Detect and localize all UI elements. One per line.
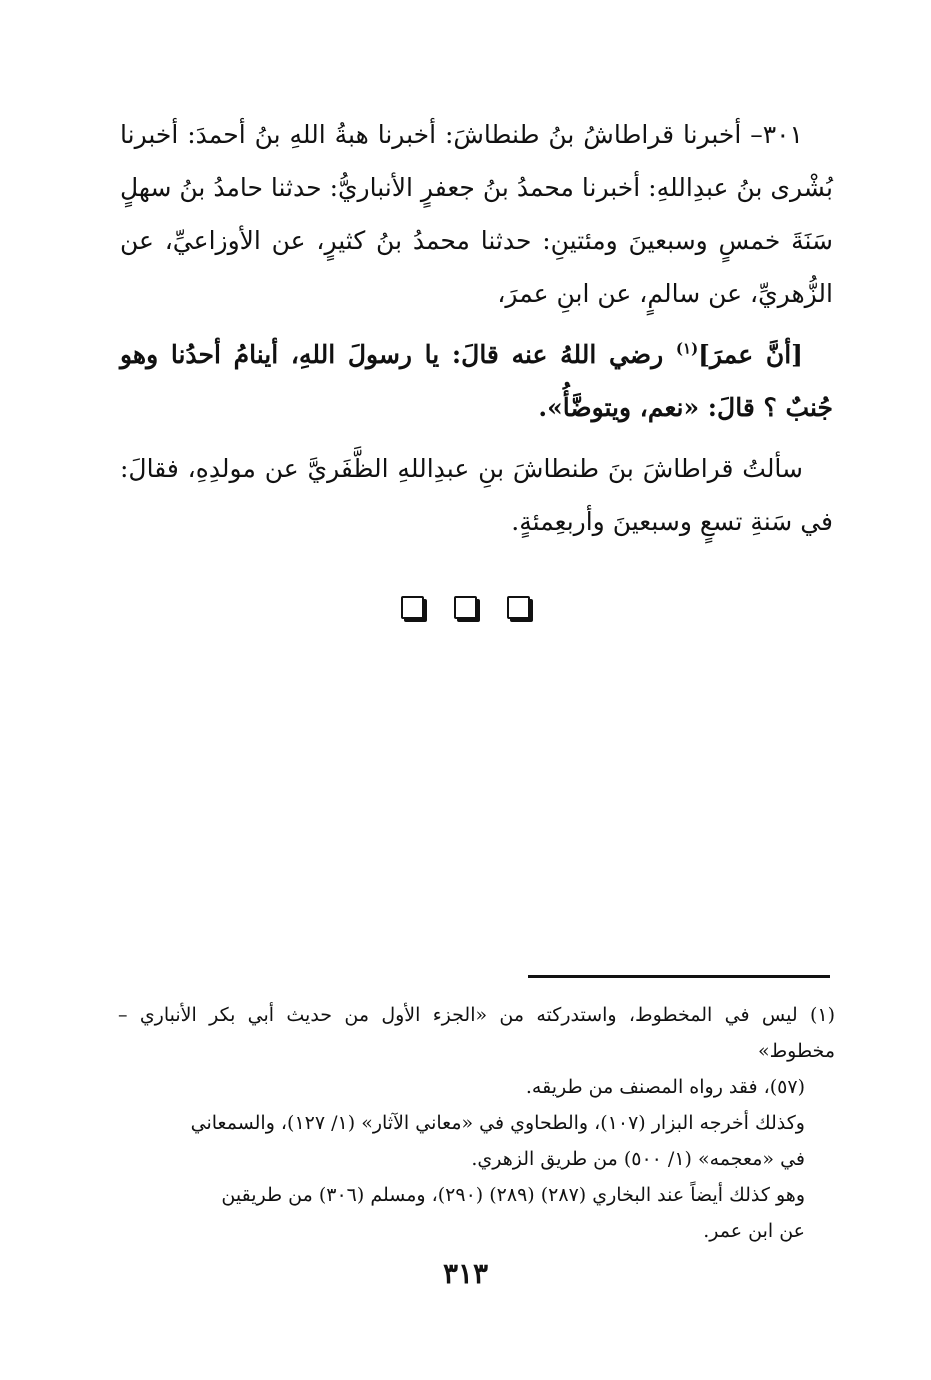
separator-square-icon	[401, 596, 424, 619]
footnote-reference: (١)	[675, 339, 699, 358]
hadith-matn-start: [أنَّ عمرَ]	[698, 340, 803, 369]
footnote-1-line: (١) ليس في المخطوط، واستدركته من «الجزء الأول من حديث أبي بكر الأنباري – مخطوط»	[118, 1004, 835, 1062]
section-separator	[0, 596, 931, 619]
footnote-1-line: وكذلك أخرجه البزار (١٠٧)، والطحاوي في «معاني الآثار» (١/ ١٢٧)، والسمعاني	[190, 1112, 805, 1134]
separator-square-icon	[454, 596, 477, 619]
hadith-matn-text: رضي اللهُ عنه قالَ: يا رسولَ اللهِ، أينامُ أحدُنا وهو جُنبٌ ؟ قالَ: «نعم، ويتوضَّأُ».	[120, 340, 833, 422]
footnote-1-line: في «معجمه» (١/ ٥٠٠) من طريق الزهري.	[471, 1148, 805, 1170]
narrator-note-paragraph: سألتُ قراطاشَ بنَ طنطاشَ بنِ عبدِاللهِ الظَّفَريَّ عن مولدِهِ، فقالَ: في سَنةِ تسعٍ وسبعينَ وأربعِمئةٍ.	[120, 454, 833, 536]
separator-square-icon	[507, 596, 530, 619]
hadith-matn-paragraph	[120, 328, 833, 434]
footnotes	[118, 997, 835, 1249]
footnote-1-line: (٥٧)، فقد رواه المصنف من طريقه.	[525, 1076, 805, 1098]
main-text	[120, 108, 833, 548]
footnote-1-line: عن ابن عمر.	[703, 1220, 805, 1242]
footnote-divider	[528, 975, 830, 978]
hadith-isnad-paragraph: ٣٠١– أخبرنا قراطاشُ بنُ طنطاشَ: أخبرنا هبةُ اللهِ بنُ أحمدَ: أخبرنا بُشْرى بنُ عبدِاللهِ: أخبرنا محمدُ بنُ جعفرٍ الأنباريُّ: حدثنا حامدُ بنُ سهلٍ سَنَةَ خمسٍ وسبعينَ ومئتينِ: حدثنا محمدُ بنُ كثيرٍ، عن الأوزاعيِّ، عن الزُّهريِّ، عن سالمٍ، عن ابنِ عمرَ،	[120, 120, 833, 308]
page-number: ٣١٣	[442, 1257, 489, 1290]
footnote-1-line: وهو كذلك أيضاً عند البخاري (٢٨٧) (٢٨٩) (٢٩٠)، ومسلم (٣٠٦) من طريقين	[221, 1184, 805, 1206]
